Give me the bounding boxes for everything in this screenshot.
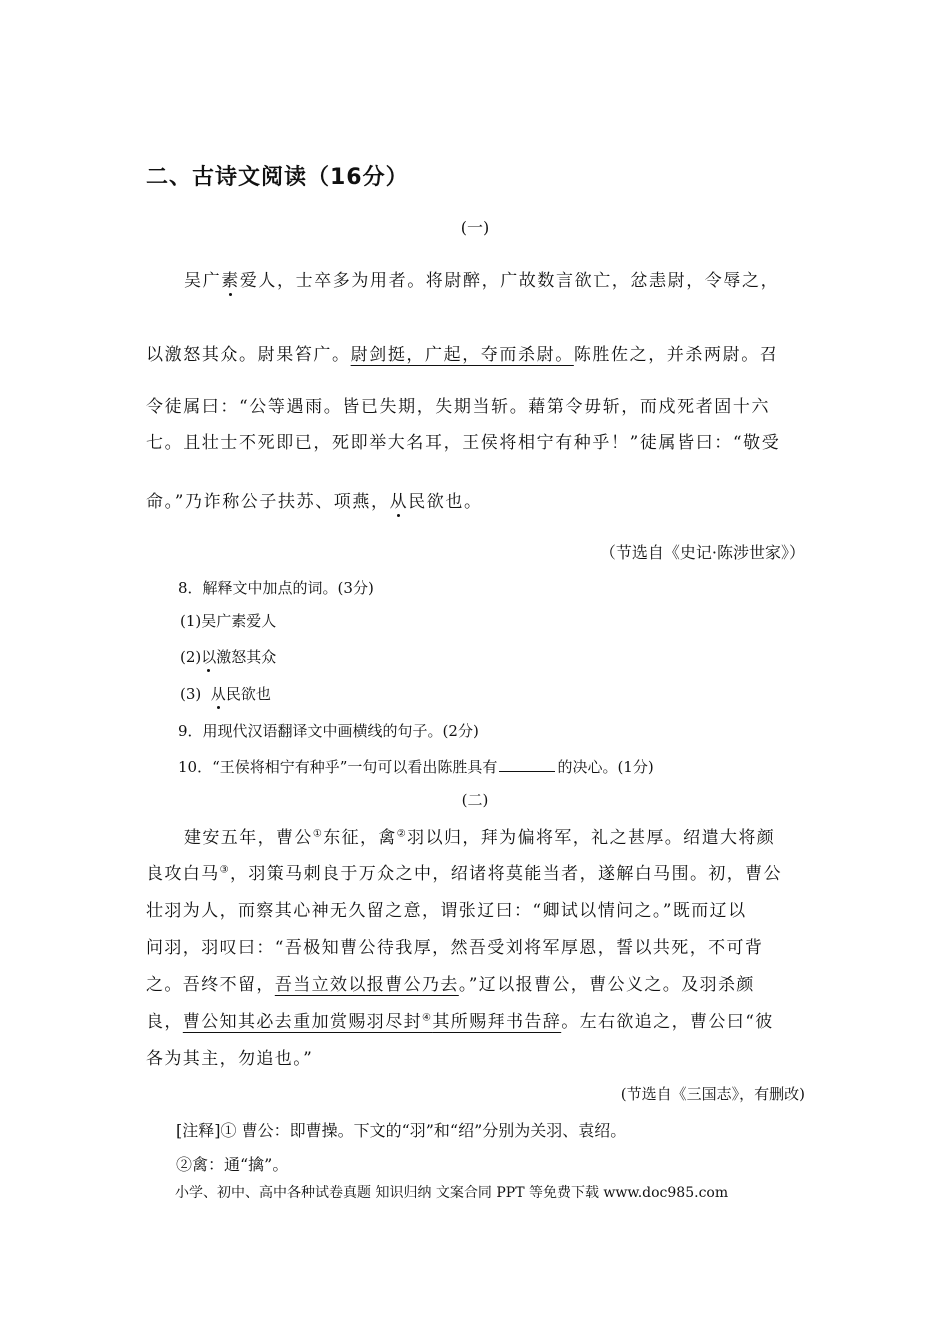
underlined-sentence: 尉剑挺，广起，夺而杀尉。 [350,345,574,365]
answer-blank[interactable] [499,757,555,772]
note-2: ②禽：通“擒”。 [176,1155,289,1174]
passage-one-line-1: 吴广素爱人，士卒多为用者。将尉醉，广故数言欲亡，忿恚尉，令辱之， [184,266,779,291]
question-8-item-3: (3) 从民欲也 [180,685,271,703]
footer-text: 小学、初中、高中各种试卷真题 知识归纳 文案合同 PPT 等免费下载 www.doc985.com [175,1185,729,1201]
passage-two-label: (二) [461,791,489,809]
passage-one-label: (一) [460,218,490,237]
passage-two-line-7: 各为其主，勿追也。” [146,1049,314,1069]
passage-one-line-3: 令徒属曰：“公等遇雨。皆已失期，失期当斩。藉第令毋斩，而戍死者固十六 [146,397,771,417]
dotted-word: 从 [390,487,409,512]
passage-two-line-1: 建安五年，曹公①东征，禽②羽以归，拜为偏将军，礼之甚厚。绍遣大将颜 [184,828,776,848]
passage-one-source: （节选自《史记·陈涉世家》） [599,543,805,562]
question-9: 9．用现代汉语翻译文中画横线的句子。(2分) [178,722,479,740]
question-8: 8．解释文中加点的词。(3分) [178,579,374,597]
note-1: [注释]① 曹公：即曹操。下文的“羽”和“绍”分别为关羽、袁绍。 [176,1121,627,1140]
passage-two-source: (节选自《三国志》，有删改) [620,1085,805,1103]
passage-one-line-5: 命。”乃诈称公子扶苏、项燕，从民欲也。 [146,487,483,512]
passage-two-line-5: 之。吾终不留，吾当立效以报曹公乃去。”辽以报曹公，曹公义之。及羽杀颜 [146,975,755,995]
passage-two-line-2: 良攻白马③，羽策马刺良于万众之中，绍诸将莫能当者，遂解白马围。初，曹公 [146,864,782,884]
passage-two-line-4: 问羽，羽叹曰：“吾极知曹公待我厚，然吾受刘将军厚恩，誓以共死，不可背 [146,938,764,958]
underlined-sentence: 吾当立效以报曹公乃去 [274,975,459,995]
underlined-sentence: 曹公知其必去重加赏赐羽尽封④其所赐拜书告辞 [182,1012,562,1032]
dotted-word: 从 [210,685,226,703]
section-heading: 二、古诗文阅读（16分） [146,165,409,190]
passage-one-line-4: 七。且壮士不死即已，死即举大名耳，王侯将相宁有种乎！”徒属皆曰：“敬受 [146,433,781,453]
question-10: 10．“王侯将相宁有种乎”一句可以看出陈胜具有 的决心。(1分) [178,758,654,776]
question-8-item-2: (2)以激怒其众 [180,648,277,666]
passage-two-line-3: 壮羽为人，而察其心神无久留之意，谓张辽曰：“卿试以情问之。”既而辽以 [146,901,747,921]
dotted-word: 素 [221,266,240,291]
passage-two-line-6: 良，曹公知其必去重加赏赐羽尽封④其所赐拜书告辞。左右欲追之，曹公曰“彼 [146,1012,774,1032]
passage-one-line-2: 以激怒其众。尉果笞广。尉剑挺，广起，夺而杀尉。陈胜佐之，并杀两尉。召 [146,345,779,365]
question-8-item-1: (1)吴广素爱人 [180,612,277,630]
dotted-word: 以 [201,648,217,666]
